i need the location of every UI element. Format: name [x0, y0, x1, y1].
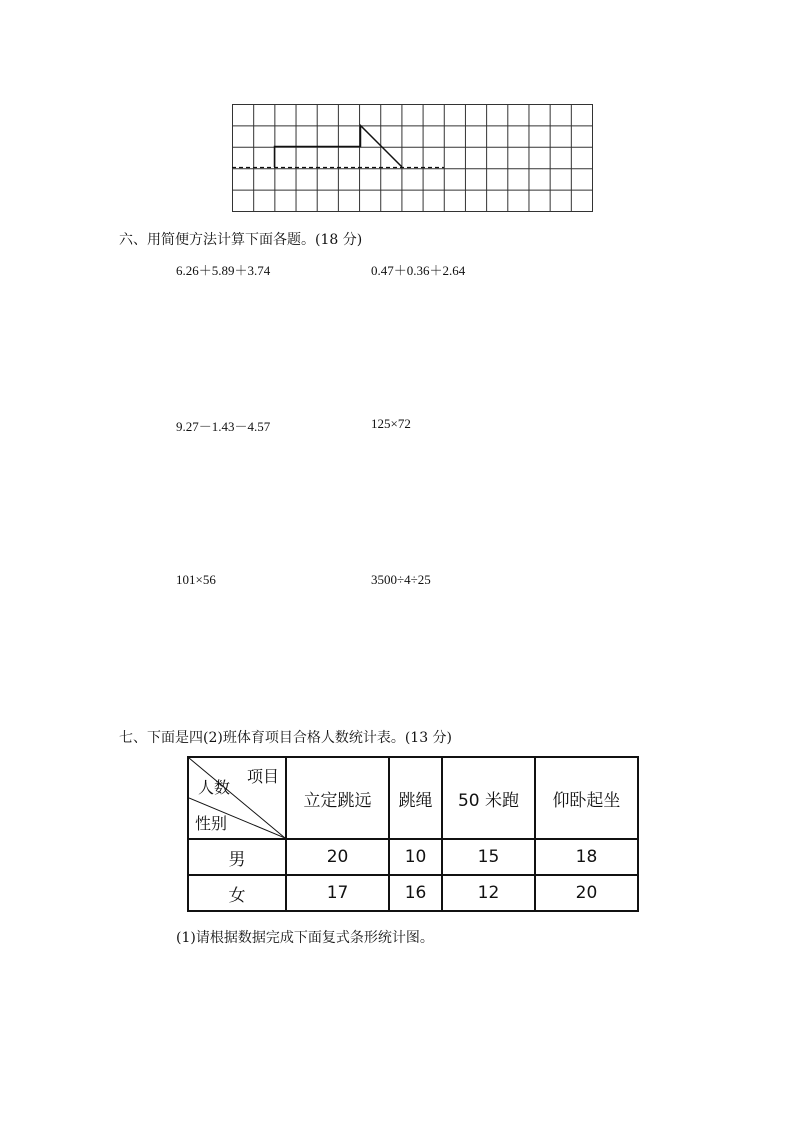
table-cell: 16 [389, 875, 442, 911]
table-cell: 10 [389, 839, 442, 875]
question-1: (1)请根据数据完成下面复式条形统计图。 [176, 930, 434, 946]
problem-2: 0.47＋0.36＋2.64 [371, 263, 466, 278]
row-label: 女 [188, 875, 286, 911]
table-cell: 15 [442, 839, 535, 875]
table-row [188, 839, 638, 875]
grid-lines [232, 104, 593, 212]
corner-label-project: 项目 [246, 767, 279, 786]
row-label: 男 [188, 839, 286, 875]
table-cell: 18 [535, 839, 638, 875]
problem-6: 3500÷4÷25 [371, 572, 431, 587]
column-header: 立定跳远 [286, 757, 389, 839]
problem-5: 101×56 [176, 572, 216, 587]
table-cell: 20 [535, 875, 638, 911]
problem-1: 6.26＋5.89＋3.74 [176, 263, 271, 278]
problem-3: 9.27－1.43－4.57 [176, 419, 271, 434]
table-header-row [188, 757, 638, 839]
column-header: 50 米跑 [442, 757, 535, 839]
grid-figure [232, 104, 593, 212]
table-cell: 20 [286, 839, 389, 875]
table-row [188, 875, 638, 911]
section-7-title: 七、下面是四(2)班体育项目合格人数统计表。(13 分) [119, 730, 453, 746]
table-cell: 17 [286, 875, 389, 911]
corner-label-count: 人数 [198, 778, 231, 797]
section-6-title: 六、用简便方法计算下面各题。(18 分) [119, 232, 363, 248]
corner-header-cell [188, 757, 286, 839]
column-header: 跳绳 [389, 757, 442, 839]
problem-4: 125×72 [371, 416, 411, 431]
table-cell: 12 [442, 875, 535, 911]
column-header: 仰卧起坐 [535, 757, 638, 839]
corner-label-gender: 性别 [195, 814, 228, 833]
stats-table [187, 756, 639, 912]
